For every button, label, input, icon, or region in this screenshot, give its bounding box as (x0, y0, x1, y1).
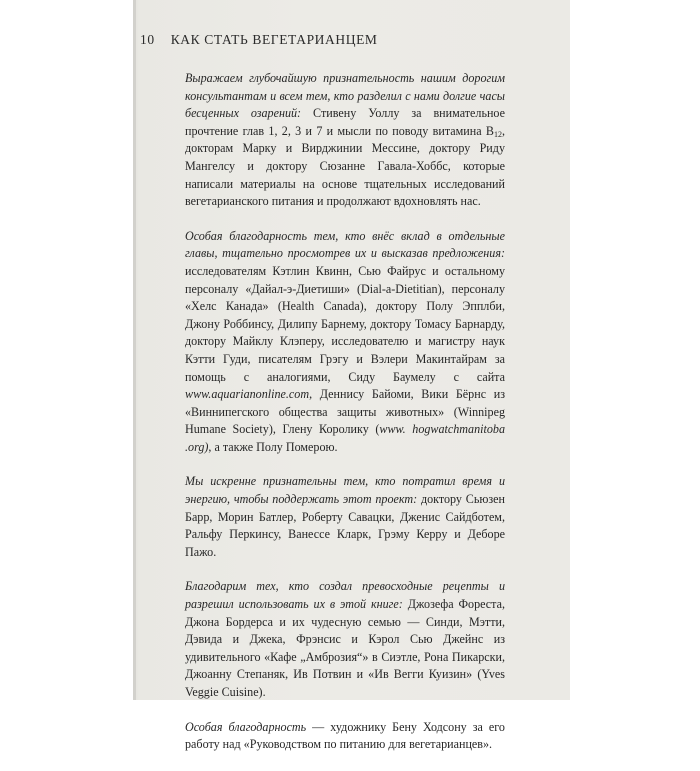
website-link: www.aquarianonline.com (185, 387, 310, 402)
subscript: 12 (493, 129, 502, 139)
running-header (140, 32, 378, 48)
paragraph-recipes (185, 578, 505, 701)
paragraph-text: , докторам Марку и Вирджинии Мессине, доктору Риду Мангелсу и доктору Сюзанне Гавала-Хоббс, которые написали материалы на основе тщательных исследований вегетарианского питания и продолжают вдохновлять нас. (185, 123, 505, 209)
paragraph-intro: Выражаем глубочайшую признательность нашим дорогим консультантам и всем тем, кто разделил с нами долгие часы бесценных озарений: (185, 71, 505, 121)
paragraph-text: доктору Сьюзен Барр, Морин Батлер, Роберту Савацки, Дженис Сайдботем, Ральфу Перкинсу, Ванессе Кларк, Грэму Керру и Деборе Пажо. (185, 492, 505, 559)
paragraph-chapter-reviewers (185, 228, 505, 457)
paragraph-text: , а также Полу Померою. (208, 439, 338, 454)
running-title: КАК СТАТЬ ВЕГЕТАРИАНЦЕМ (170, 32, 378, 47)
paragraph-text: Стивену Уоллу за внимательное прочтение глав 1, 2, 3 и 7 и мысли по поводу витамина B (185, 106, 505, 138)
paragraph-text: — художнику Бену Ходсону за его работу над «Руководством по питанию для вегетарианцев». (185, 719, 505, 752)
paragraph-text: , Деннису Байоми, Вики Бёрнс из «Виннипегского общества защиты животных» (Winnipeg Humane Society), Глену Королику ( (185, 387, 505, 437)
page-gutter (133, 0, 136, 700)
page-body (185, 70, 505, 771)
paragraph-artist (185, 719, 505, 754)
paragraph-intro: Особая благодарность (185, 719, 307, 734)
website-link: www. hogwatchmanitoba .org) (185, 422, 505, 454)
paragraph-supporters (185, 473, 505, 561)
paragraph-intro: Мы искренне признательны тем, кто потратил время и энергию, чтобы поддержать этот проект: (185, 474, 505, 507)
paragraph-text: Джозефа Фореста, Джона Бордерса и их чудесную семью — Синди, Мэтти, Дэвида и Джека, Фрэнсис и Кэрол Сью Джейнс из удивительного «Кафе „Амброзия“» в Сиэтле, Рона Пикарски, Джоанну Степаняк, Ив Потвин и «Ив Вегги Куизин» (Yves Veggie Cuisine). (185, 597, 505, 699)
paragraph-consultants (185, 70, 505, 211)
paragraph-intro: Благодарим тех, кто создал превосходные рецепты и разрешил использовать их в этой книге: (185, 579, 505, 612)
page-number: 10 (140, 32, 155, 47)
paragraph-intro: Особая благодарность тем, кто внёс вклад в отдельные главы, тщательно просмотрев их и высказав предложения: (185, 228, 505, 261)
paragraph-text: исследователям Кэтлин Квинн, Сью Файрус и остальному персоналу «Дайал-э-Диетиши» (Dial-a-Dietitian), персоналу «Хелс Канада» (Health Canada), доктору Полу Эпплби, Джону Роббинсу, Дилипу Барнему, доктору Томасу Барнарду, доктору Майклу Клэперу, исследователю и магистру наук Кэтти Гуди, писателям Грэгу и Вэлери Макинтайрам за помощь с аналогиями, Сиду Баумелу с сайта (185, 263, 505, 384)
